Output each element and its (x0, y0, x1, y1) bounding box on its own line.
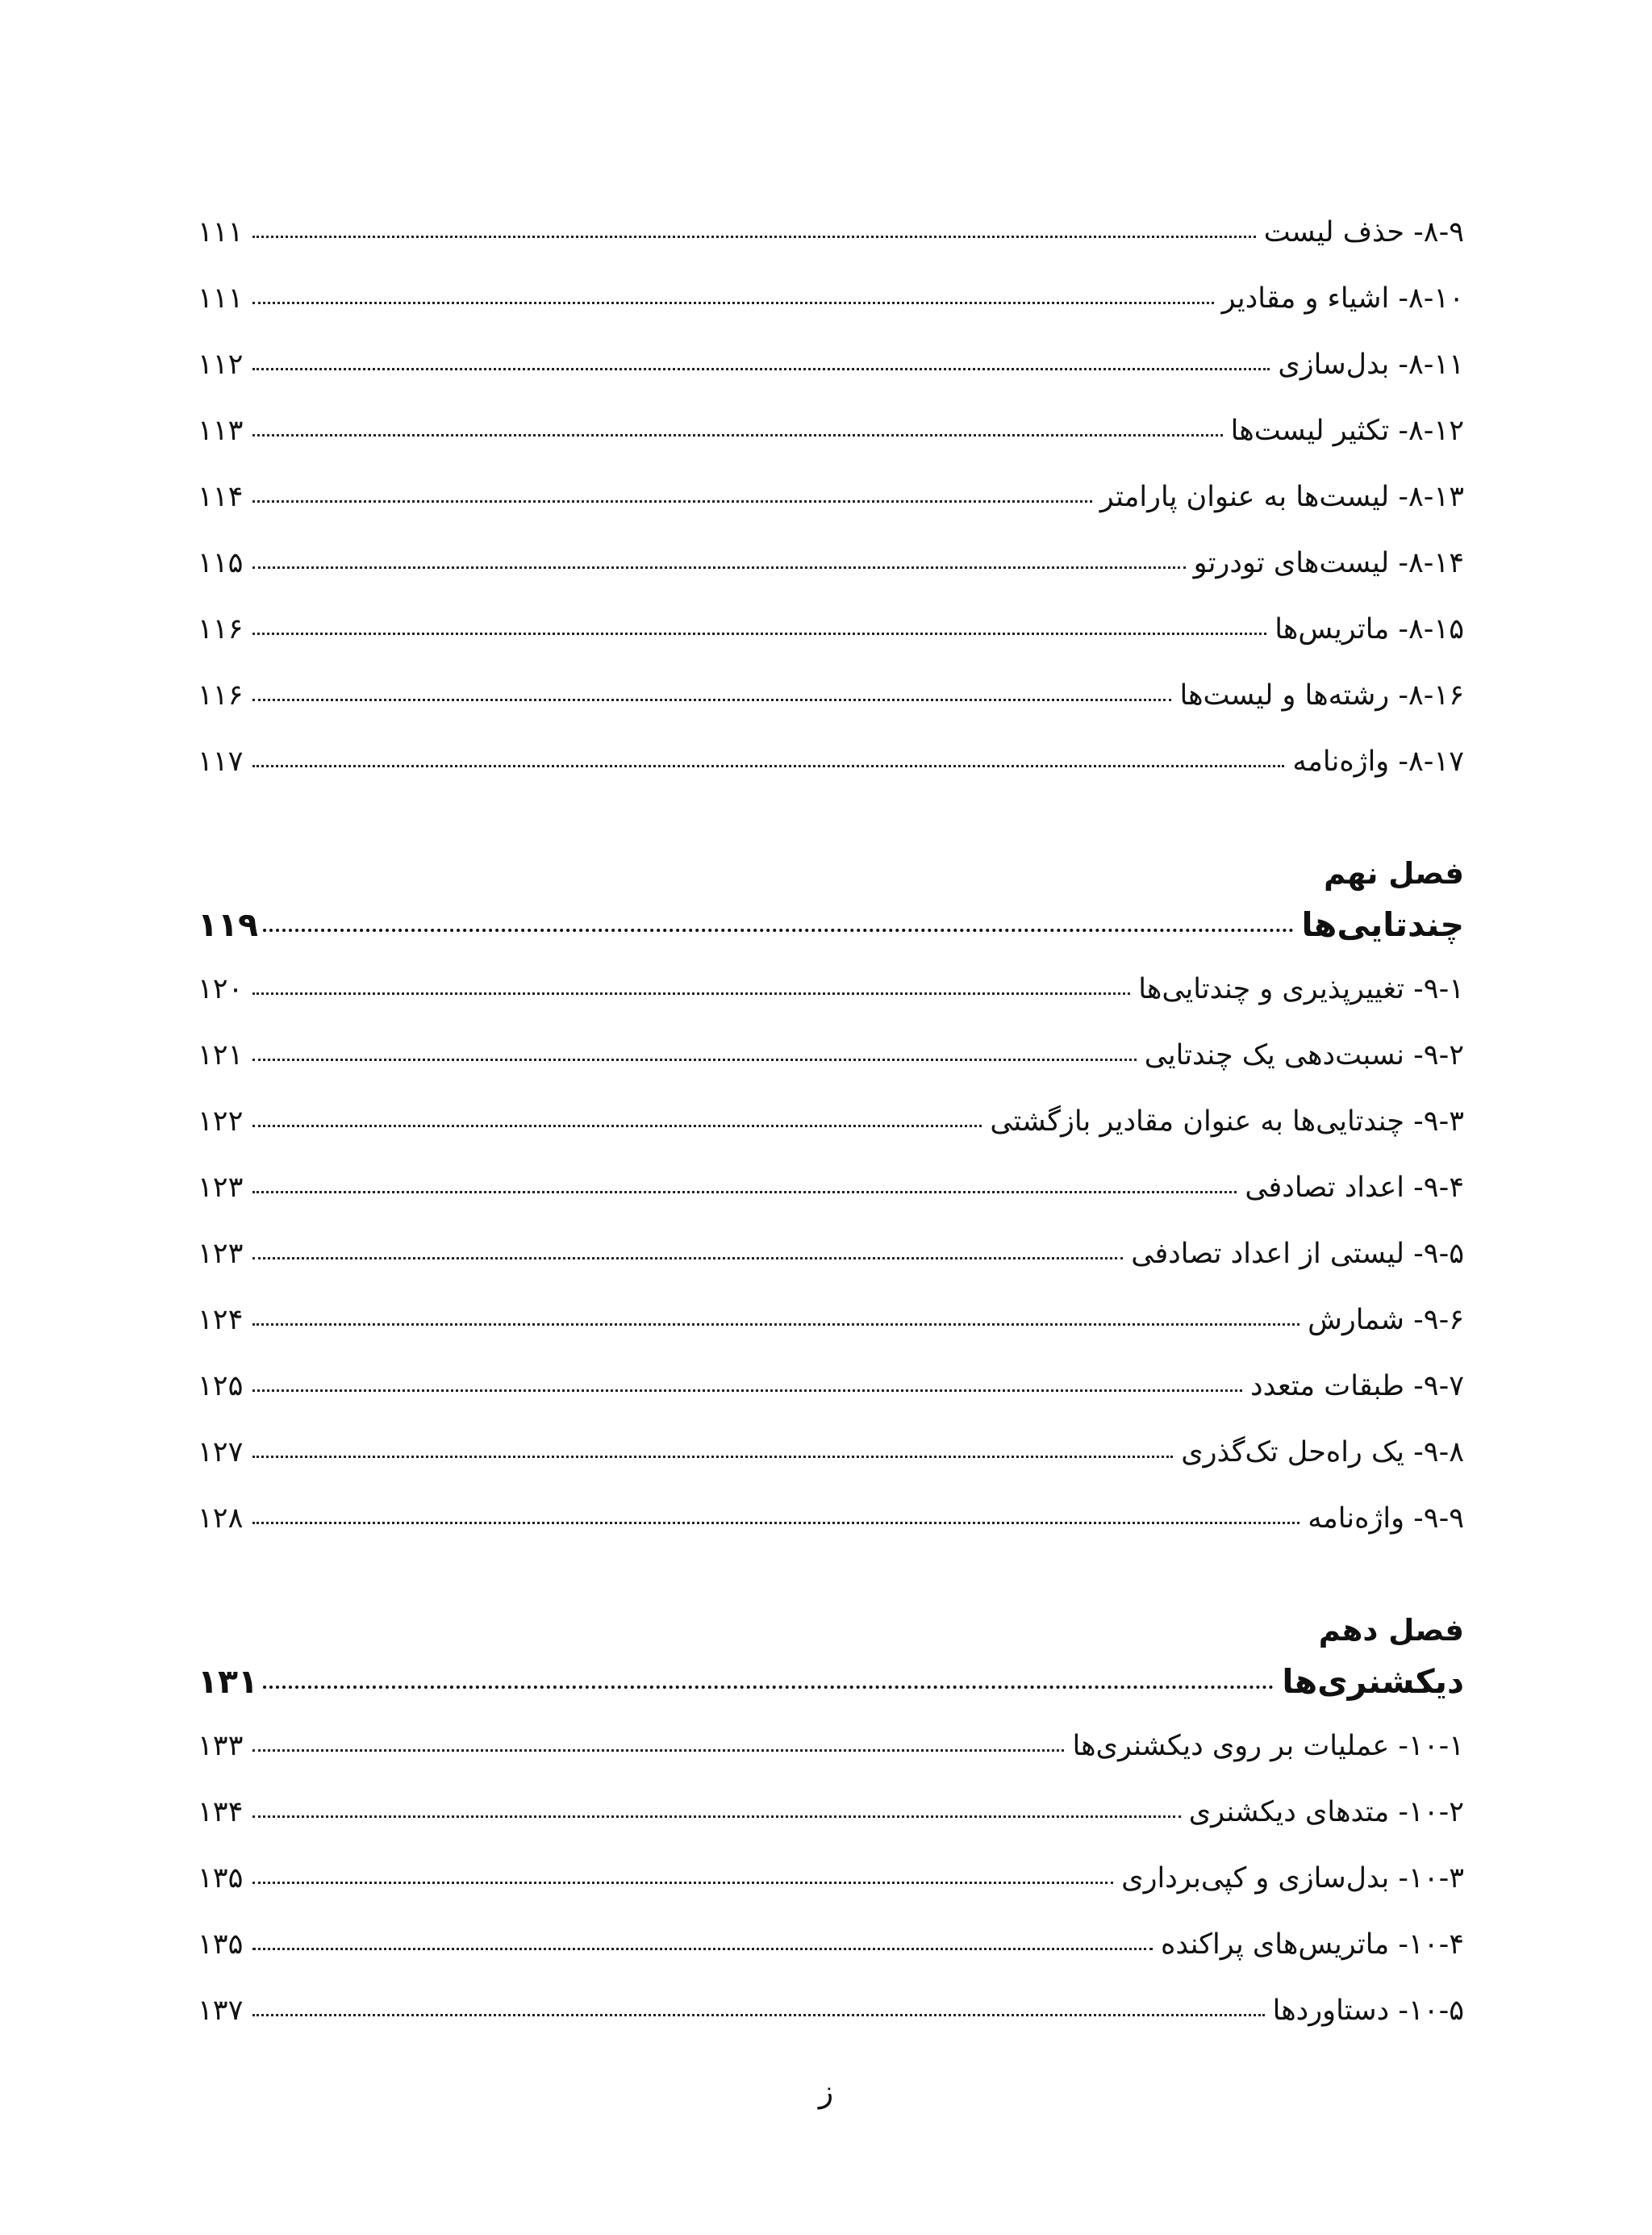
entry-title: ۸-۱۴- لیست‌های تودرتو (1193, 547, 1464, 579)
entry-page: ۱۲۵ (198, 1370, 244, 1402)
dot-leader (252, 1948, 1153, 1950)
toc-entry[interactable] (198, 746, 1464, 812)
toc-entry[interactable] (198, 1502, 1464, 1569)
dot-leader (252, 1191, 1237, 1193)
entry-title: ۹-۹- واژه‌نامه (1308, 1502, 1464, 1535)
toc-entry[interactable] (198, 1039, 1464, 1105)
dot-leader (252, 1749, 1064, 1752)
entry-title: ۸-۹- حذف لیست (1263, 216, 1464, 249)
toc-entry[interactable] (198, 547, 1464, 613)
chapter-page: ۱۱۹ (198, 905, 259, 944)
entry-title: ۹-۸- یک راه‌حل تک‌گذری (1181, 1436, 1464, 1468)
entry-title: ۱۰-۱- عملیات بر روی دیکشنری‌ها (1072, 1730, 1464, 1762)
entry-title: ۹-۵- لیستی از اعداد تصادفی (1131, 1238, 1464, 1270)
toc-entry[interactable] (198, 1928, 1464, 1995)
toc-entry[interactable] (198, 973, 1464, 1039)
entry-title: ۹-۲- نسبت‌دهی یک چندتایی (1144, 1039, 1464, 1072)
dot-leader (252, 1815, 1181, 1818)
entry-page: ۱۲۴ (198, 1304, 244, 1336)
dot-leader (252, 1456, 1173, 1458)
section-chapter-9 (198, 842, 1464, 1569)
chapter-page: ۱۳۱ (198, 1662, 259, 1701)
entry-title: ۸-۱۵- ماتریس‌ها (1274, 613, 1464, 645)
entry-page: ۱۳۵ (198, 1862, 244, 1895)
entry-page: ۱۲۳ (198, 1172, 244, 1204)
toc-entry[interactable] (198, 613, 1464, 679)
section-chapter-8 (198, 216, 1464, 812)
toc-entry[interactable] (198, 1995, 1464, 2061)
dot-leader (252, 992, 1130, 995)
entry-title: ۸-۱۰- اشیاء و مقادیر (1221, 282, 1464, 315)
dot-leader (252, 699, 1171, 701)
entry-page: ۱۱۵ (198, 547, 244, 579)
chapter-title: چندتایی‌ها (1301, 905, 1464, 944)
toc-entry[interactable] (198, 1172, 1464, 1238)
toc-entry[interactable] (198, 216, 1464, 282)
toc-entry[interactable] (198, 1862, 1464, 1928)
dot-leader (252, 1389, 1242, 1392)
dot-leader (252, 765, 1284, 767)
entry-title: ۸-۱۷- واژه‌نامه (1292, 746, 1464, 778)
entry-page: ۱۱۴ (198, 481, 244, 513)
toc-entry[interactable] (198, 679, 1464, 746)
toc-entry[interactable] (198, 481, 1464, 547)
entry-page: ۱۲۱ (198, 1039, 244, 1072)
dot-leader (252, 1059, 1137, 1061)
entry-page: ۱۳۷ (198, 1995, 244, 2027)
dot-leader (252, 633, 1266, 635)
entry-page: ۱۳۵ (198, 1928, 244, 1961)
entry-page: ۱۲۰ (198, 973, 244, 1005)
entry-page: ۱۱۲ (198, 349, 244, 381)
chapter-title: دیکشنری‌ها (1282, 1662, 1464, 1701)
toc-entry[interactable] (198, 1730, 1464, 1796)
dot-leader (252, 434, 1223, 437)
chapter-label: فصل دهم (1318, 1613, 1464, 1648)
entry-title: ۸-۱۳- لیست‌ها به عنوان پارامتر (1099, 481, 1464, 513)
entry-title: ۹-۳- چندتایی‌ها به عنوان مقادیر بازگشتی (990, 1105, 1464, 1138)
entry-page: ۱۱۱ (198, 282, 244, 315)
toc-entry[interactable] (198, 1105, 1464, 1172)
toc-entry[interactable] (198, 1370, 1464, 1436)
dot-leader (252, 236, 1256, 238)
entry-title: ۸-۱۶- رشته‌ها و لیست‌ها (1179, 679, 1464, 712)
entry-page: ۱۱۶ (198, 679, 244, 712)
dot-leader (252, 1257, 1123, 1260)
entry-title: ۸-۱۱- بدل‌سازی (1278, 349, 1464, 381)
page-number-footer: ز (818, 2074, 834, 2109)
chapter-label: فصل نهم (1324, 856, 1464, 891)
entry-title: ۹-۷- طبقات متعدد (1249, 1370, 1464, 1402)
entry-page: ۱۳۳ (198, 1730, 244, 1762)
dot-leader (252, 368, 1270, 370)
dot-leader (263, 1686, 1274, 1689)
entry-page: ۱۳۴ (198, 1796, 244, 1828)
entry-title: ۱۰-۳- بدل‌سازی و کپی‌برداری (1121, 1862, 1464, 1895)
chapter-heading[interactable] (198, 1662, 1464, 1730)
toc-entry[interactable] (198, 282, 1464, 349)
entry-title: ۸-۱۲- تکثیر لیست‌ها (1230, 415, 1464, 447)
dot-leader (252, 2014, 1265, 2016)
dot-leader (252, 1522, 1299, 1524)
entry-page: ۱۲۸ (198, 1502, 244, 1535)
entry-page: ۱۲۳ (198, 1238, 244, 1270)
toc-entry[interactable] (198, 415, 1464, 481)
toc-entry[interactable] (198, 1796, 1464, 1862)
chapter-heading[interactable] (198, 905, 1464, 973)
entry-page: ۱۱۷ (198, 746, 244, 778)
entry-title: ۱۰-۲- متدهای دیکشنری (1188, 1796, 1464, 1828)
dot-leader (252, 1125, 982, 1127)
entry-title: ۱۰-۴- ماتریس‌های پراکنده (1161, 1928, 1464, 1961)
dot-leader (263, 929, 1293, 932)
entry-page: ۱۲۲ (198, 1105, 244, 1138)
entry-page: ۱۱۶ (198, 613, 244, 645)
entry-title: ۹-۴- اعداد تصادفی (1245, 1172, 1464, 1204)
entry-page: ۱۱۱ (198, 216, 244, 249)
toc-entry[interactable] (198, 1304, 1464, 1370)
dot-leader (252, 1323, 1299, 1326)
dot-leader (252, 1882, 1113, 1884)
entry-title: ۹-۶- شمارش (1308, 1304, 1464, 1336)
entry-page: ۱۲۷ (198, 1436, 244, 1468)
dot-leader (252, 566, 1186, 569)
entry-title: ۱۰-۵- دستاوردها (1272, 1995, 1464, 2027)
toc-entry[interactable] (198, 1436, 1464, 1502)
entry-page: ۱۱۳ (198, 415, 244, 447)
section-chapter-10 (198, 1599, 1464, 2061)
entry-title: ۹-۱- تغییرپذیری و چندتایی‌ها (1138, 973, 1464, 1005)
table-of-contents (198, 216, 1464, 2061)
dot-leader (252, 302, 1214, 304)
dot-leader (252, 500, 1092, 503)
toc-entry[interactable] (198, 349, 1464, 415)
toc-entry[interactable] (198, 1238, 1464, 1304)
